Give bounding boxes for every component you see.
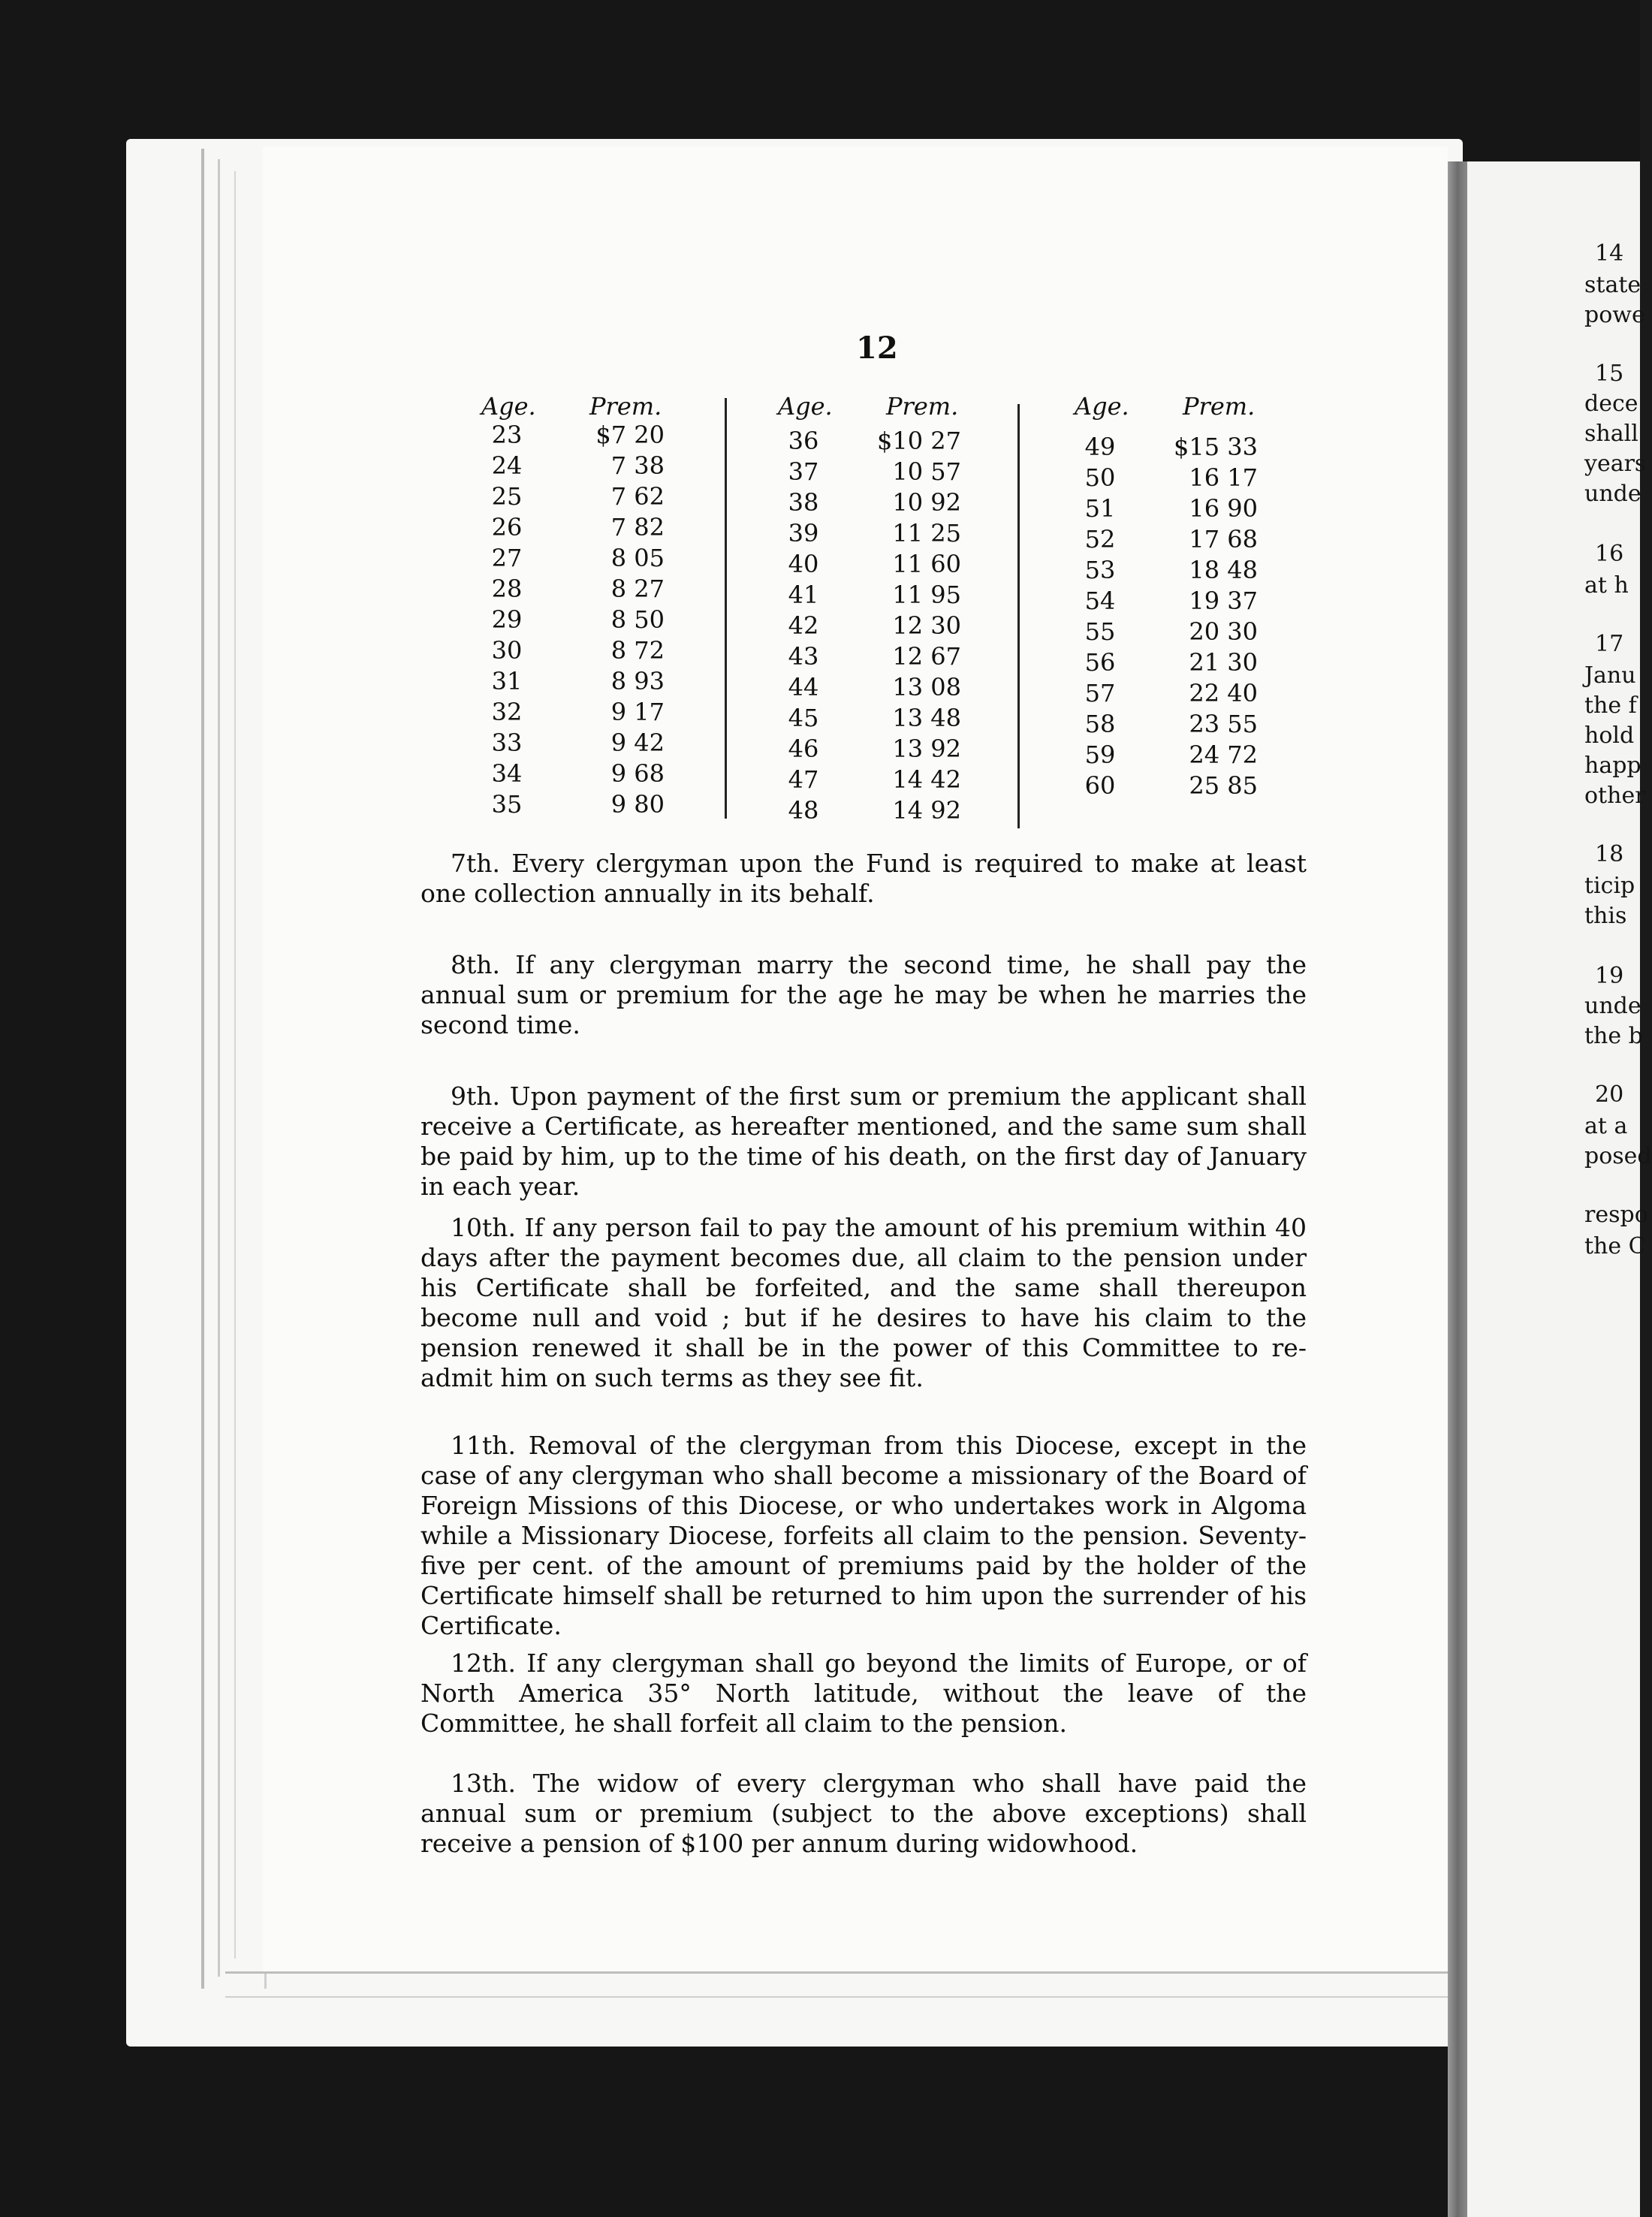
facing-page-fragment: hold <box>1584 722 1635 749</box>
premium-cell: 16 17 <box>1189 463 1258 492</box>
premium-cell: 17 68 <box>1189 525 1258 553</box>
table-row <box>773 796 984 826</box>
rule-number: 11th. <box>451 1431 516 1460</box>
rule-paragraph <box>421 950 1307 1040</box>
premium-cell: 8 50 <box>610 605 665 634</box>
premium-cell: 11 25 <box>892 519 961 547</box>
table-row <box>1070 617 1280 647</box>
age-cell: 28 <box>491 575 523 603</box>
table-row <box>773 673 984 703</box>
rule-paragraph <box>421 1769 1307 1859</box>
premium-cell: 19 37 <box>1189 587 1258 615</box>
age-cell: 34 <box>491 759 523 788</box>
age-cell: 55 <box>1084 617 1116 646</box>
premium-cell: 23 55 <box>1189 710 1258 738</box>
age-header: Age. <box>481 392 536 421</box>
table-row <box>477 728 687 759</box>
age-cell: 25 <box>491 482 523 511</box>
age-cell: 57 <box>1084 679 1116 707</box>
premium-cell: 8 05 <box>610 544 665 572</box>
table-row <box>773 642 984 672</box>
table-row <box>477 636 687 666</box>
table-row <box>477 790 687 820</box>
facing-page-fragment: unde <box>1584 481 1641 507</box>
age-cell: 33 <box>491 728 523 757</box>
premium-cell: $15 33 <box>1174 433 1258 461</box>
prem-header: Prem. <box>886 392 959 421</box>
facing-page <box>1467 161 1652 2217</box>
column-divider <box>725 398 727 819</box>
premium-cell: 8 27 <box>610 575 665 603</box>
table-row <box>1070 771 1280 801</box>
table-row <box>477 421 687 451</box>
rule-number: 13th. <box>451 1769 516 1798</box>
premium-cell: 10 92 <box>892 488 961 517</box>
facing-page-fragment: powe <box>1584 302 1645 328</box>
facing-page-fragment: other <box>1584 783 1646 809</box>
facing-page-fragment: at h <box>1584 572 1629 599</box>
rule-paragraph <box>421 1648 1307 1739</box>
age-cell: 45 <box>788 704 819 732</box>
rule-text: Upon payment of the first sum or premium the applicant shall receive a Certificate, as hereafter mentioned, and the same sum shall be paid by him, up to the time of his death, on the first day of January in each year. <box>421 1081 1307 1201</box>
facing-page-fragment: 18 <box>1595 841 1624 867</box>
premium-cell: 21 30 <box>1189 648 1258 677</box>
table-row <box>773 734 984 765</box>
rule-text: The widow of every clergyman who shall have paid the annual sum or premium (subject to the above exceptions) shall receive a pension of $100 per annum during widowhood. <box>421 1769 1307 1858</box>
table-row <box>477 698 687 728</box>
age-cell: 58 <box>1084 710 1116 738</box>
age-cell: 49 <box>1084 433 1116 461</box>
premium-cell: 7 62 <box>610 482 665 511</box>
column-divider <box>1017 404 1020 828</box>
table-row <box>477 667 687 697</box>
age-cell: 47 <box>788 765 819 794</box>
facing-page-fragment: this <box>1584 903 1627 929</box>
premium-cell: 20 30 <box>1189 617 1258 646</box>
rule-paragraph <box>421 1081 1307 1202</box>
age-cell: 29 <box>491 605 523 634</box>
facing-page-fragment: 20 <box>1595 1081 1624 1108</box>
table-row <box>1070 710 1280 740</box>
age-cell: 60 <box>1084 771 1116 800</box>
age-header: Age. <box>1075 392 1129 421</box>
table-row <box>773 704 984 734</box>
table-row <box>477 605 687 635</box>
table-row <box>477 482 687 512</box>
table-row <box>477 513 687 543</box>
facing-page-fragment: the b <box>1584 1023 1643 1049</box>
facing-page-fragment: dece <box>1584 391 1638 417</box>
premium-cell: 9 68 <box>610 759 665 788</box>
facing-page-fragment: the C <box>1584 1233 1646 1259</box>
premium-cell: 7 82 <box>610 513 665 541</box>
age-cell: 56 <box>1084 648 1116 677</box>
age-cell: 23 <box>491 421 523 449</box>
age-cell: 41 <box>788 581 819 609</box>
facing-page-fragment: Janu <box>1584 662 1636 689</box>
premium-cell: 9 17 <box>610 698 665 726</box>
premium-cell: 9 80 <box>610 790 665 819</box>
age-cell: 50 <box>1084 463 1116 492</box>
rule-text: If any clergyman marry the second time, he shall pay the annual sum or premium for the age he may be when he marries the second time. <box>421 950 1307 1039</box>
table-row <box>773 457 984 487</box>
facing-page-fragment: the f <box>1584 692 1637 719</box>
age-cell: 48 <box>788 796 819 825</box>
facing-page-fragment: shall <box>1584 421 1638 447</box>
age-cell: 40 <box>788 550 819 578</box>
rule-number: 7th. <box>451 849 500 878</box>
premium-cell: 10 57 <box>892 457 961 486</box>
age-cell: 59 <box>1084 741 1116 769</box>
table-row <box>773 765 984 795</box>
premium-cell: 13 48 <box>892 704 961 732</box>
age-cell: 53 <box>1084 556 1116 584</box>
table-row <box>1070 433 1280 463</box>
book-gutter <box>1448 161 1467 2217</box>
age-cell: 27 <box>491 544 523 572</box>
premium-cell: 18 48 <box>1189 556 1258 584</box>
rule-text: If any person fail to pay the amount of his premium within 40 days after the payment becomes due, all claim to the pension under his Certificate shall be forfeited, and the same shall thereupon become null and void ; but if he desires to have his claim to the pension renewed it shall be in the power of this Committee to re-admit him on such terms as they see fit. <box>421 1213 1307 1392</box>
premium-cell: 14 42 <box>892 765 961 794</box>
age-header: Age. <box>778 392 833 421</box>
rule-text: If any clergyman shall go beyond the limits of Europe, or of North America 35° North latitude, without the leave of the Committee, he shall forfeit all claim to the pension. <box>421 1648 1307 1738</box>
facing-page-fragment: 15 <box>1595 360 1624 387</box>
facing-page-fragment: ticip <box>1584 873 1635 899</box>
age-cell: 37 <box>788 457 819 486</box>
facing-page-fragment: unde <box>1584 993 1641 1019</box>
rule-paragraph <box>421 1213 1307 1393</box>
facing-page-fragment: 16 <box>1595 541 1624 567</box>
premium-cell: 8 93 <box>610 667 665 695</box>
facing-page-fragment: 19 <box>1595 963 1624 989</box>
age-cell: 39 <box>788 519 819 547</box>
facing-page-fragment: years <box>1584 451 1647 477</box>
premium-cell: 13 08 <box>892 673 961 701</box>
rule-number: 10th. <box>451 1213 516 1242</box>
facing-page-fragment: 17 <box>1595 631 1624 657</box>
age-cell: 38 <box>788 488 819 517</box>
premium-cell: 14 92 <box>892 796 961 825</box>
table-row <box>1070 648 1280 678</box>
prem-header: Prem. <box>589 392 662 421</box>
age-cell: 31 <box>491 667 523 695</box>
premium-cell: 7 38 <box>610 451 665 480</box>
table-row <box>1070 494 1280 524</box>
facing-page-fragment: posed <box>1584 1143 1652 1169</box>
rule-text: Removal of the clergyman from this Diocese, except in the case of any clergyman who shall become a missionary of the Board of Foreign Missions of this Diocese, or who undertakes work in Algoma while a Missionary Diocese, forfeits all claim to the pension. Seventy-five per cent. of the amount of premiums paid by the holder of the Certificate himself shall be returned to him upon the surrender of his Certificate. <box>421 1431 1307 1640</box>
facing-page-fragment: at a <box>1584 1113 1628 1139</box>
rule-text: Every clergyman upon the Fund is required to make at least one collection annually in its behalf. <box>421 849 1307 908</box>
bottom-page-edge <box>225 1971 1457 1998</box>
table-row <box>773 581 984 611</box>
age-cell: 36 <box>788 427 819 455</box>
facing-page-fragment: respo <box>1584 1202 1648 1228</box>
rule-paragraph <box>421 849 1307 909</box>
rule-paragraph <box>421 1431 1307 1641</box>
premium-cell: 11 95 <box>892 581 961 609</box>
table-row <box>773 611 984 641</box>
rule-number: 9th. <box>451 1081 500 1111</box>
facing-page-fragment: happ <box>1584 753 1641 779</box>
age-cell: 51 <box>1084 494 1116 523</box>
table-row <box>773 488 984 518</box>
table-row <box>1070 587 1280 617</box>
table-row <box>477 544 687 574</box>
table-row <box>1070 525 1280 555</box>
table-row <box>477 759 687 789</box>
facing-page-fragment: state <box>1584 272 1641 298</box>
premium-cell: 24 72 <box>1189 741 1258 769</box>
table-row <box>773 519 984 549</box>
table-row <box>1070 463 1280 493</box>
age-cell: 42 <box>788 611 819 640</box>
premium-cell: 8 72 <box>610 636 665 665</box>
table-row <box>773 427 984 457</box>
age-cell: 44 <box>788 673 819 701</box>
premium-cell: 12 67 <box>892 642 961 671</box>
table-row <box>477 575 687 605</box>
age-cell: 46 <box>788 734 819 763</box>
age-cell: 35 <box>491 790 523 819</box>
facing-page-fragment: 14 <box>1595 240 1624 267</box>
age-cell: 24 <box>491 451 523 480</box>
age-cell: 32 <box>491 698 523 726</box>
age-cell: 52 <box>1084 525 1116 553</box>
premium-cell: $10 27 <box>877 427 961 455</box>
table-row <box>1070 556 1280 586</box>
table-row <box>477 451 687 481</box>
rule-number: 12th. <box>451 1648 516 1678</box>
table-row <box>773 550 984 580</box>
page-edges <box>201 149 267 1989</box>
premium-cell: 16 90 <box>1189 494 1258 523</box>
rule-number: 8th. <box>451 950 500 979</box>
table-row <box>1070 679 1280 709</box>
age-cell: 26 <box>491 513 523 541</box>
premium-cell: 22 40 <box>1189 679 1258 707</box>
premium-cell: $7 20 <box>595 421 665 449</box>
age-cell: 54 <box>1084 587 1116 615</box>
table-row <box>1070 741 1280 771</box>
premium-cell: 13 92 <box>892 734 961 763</box>
premium-cell: 12 30 <box>892 611 961 640</box>
premium-cell: 9 42 <box>610 728 665 757</box>
prem-header: Prem. <box>1183 392 1256 421</box>
premium-cell: 11 60 <box>892 550 961 578</box>
premium-cell: 25 85 <box>1189 771 1258 800</box>
age-cell: 30 <box>491 636 523 665</box>
page-number: 12 <box>856 330 898 366</box>
age-cell: 43 <box>788 642 819 671</box>
